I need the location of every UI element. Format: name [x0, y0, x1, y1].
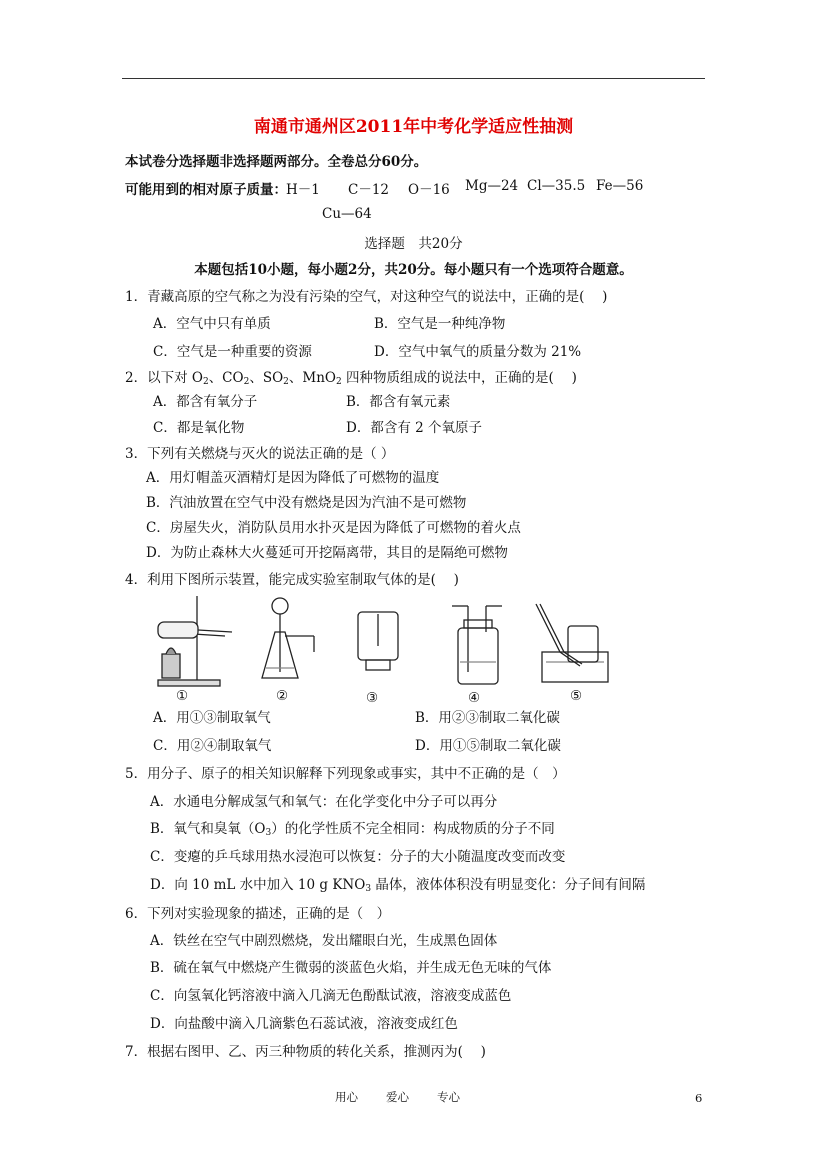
- apparatus-label-1: ①: [176, 688, 189, 704]
- q5-option-d: D．向 10 mL 水中加入 10 g $KNO_3$ 晶体，液体体积没有明显变化：分子间有间隔: [150, 877, 646, 894]
- apparatus-label-5: ⑤: [570, 688, 583, 704]
- q3-option-d: D．为防止森林大火蔓延可开挖隔离带，其目的是隔绝可燃物: [146, 545, 508, 561]
- q5-stem: 5．用分子、原子的相关知识解释下列现象或事实，其中不正确的是（ ）: [125, 766, 566, 782]
- q3-option-a: A．用灯帽盖灭酒精灯是因为降低了可燃物的温度: [146, 470, 440, 486]
- q2-option-c: C．都是氧化物: [153, 420, 245, 436]
- q6-stem: 6．下列对实验现象的描述，正确的是（ ）: [125, 906, 391, 922]
- atomic-mass-fe: Fe—56: [596, 178, 644, 194]
- q6-option-d: D．向盐酸中滴入几滴紫色石蕊试液，溶液变成红色: [150, 1016, 458, 1032]
- apparatus-label-4: ④: [468, 690, 481, 706]
- apparatus-1-heating: [158, 596, 232, 686]
- apparatus-3-gas-bottle: [358, 612, 398, 670]
- q3-option-c: C．房屋失火，消防队员用水扑灭是因为降低了可燃物的着火点: [146, 520, 521, 536]
- apparatus-5-water-trough: [536, 604, 608, 682]
- apparatus-label-2: ②: [276, 688, 289, 704]
- q5-option-a: A．水通电分解成氢气和氧气：在化学变化中分子可以再分: [150, 794, 498, 810]
- atomic-mass-c: C－12: [348, 182, 390, 198]
- q6-option-a: A．铁丝在空气中剧烈燃烧，发出耀眼白光，生成黑色固体: [150, 933, 498, 949]
- q5-option-c: C．变瘪的乒乓球用热水浸泡可以恢复：分子的大小随温度改变而改变: [150, 849, 566, 865]
- q6-option-b: B．硫在氧气中燃烧产生微弱的淡蓝色火焰，并生成无色无味的气体: [150, 960, 552, 976]
- q4-option-c: C．用②④制取氧气: [153, 738, 272, 754]
- q1-option-a: A．空气中只有单质: [153, 316, 271, 332]
- q1-stem: 1．青藏高原的空气称之为没有污染的空气，对这种空气的说法中，正确的是( ): [125, 289, 608, 305]
- q4-option-b: B．用②③制取二氧化碳: [415, 710, 560, 726]
- q6-option-c: C．向氢氧化钙溶液中滴入几滴无色酚酞试液，溶液变成蓝色: [150, 988, 512, 1004]
- q3-stem: 3．下列有关燃烧与灭火的说法正确的是（ ）: [125, 446, 395, 462]
- q2-option-b: B．都含有氧元素: [346, 394, 451, 410]
- footer-motto-3: 专心: [437, 1090, 460, 1104]
- q4-stem: 4．利用下图所示装置，能完成实验室制取气体的是( ): [125, 572, 459, 588]
- q2-stem: 2．以下对 $O_2$、$CO_2$、$SO_2$、MnO$_2$ 四种物质组成的说法中，正确的是( ): [125, 370, 577, 387]
- atomic-mass-h: H－1: [286, 182, 320, 198]
- q4-option-d: D．用①⑤制取二氧化碳: [415, 738, 561, 754]
- q5-option-b: B．氧气和臭氧$(O_3)$的化学性质不完全相同：构成物质的分子不同: [150, 821, 555, 838]
- apparatus-figure: [150, 592, 620, 707]
- atomic-mass-mg: Mg—24: [465, 178, 519, 194]
- q1-option-d: D．空气中氧气的质量分数为 21%: [374, 344, 582, 360]
- footer-motto-1: 用心: [335, 1090, 358, 1104]
- header-rule: [122, 78, 705, 79]
- q2-option-d: D．都含有 2 个氧原子: [346, 420, 482, 436]
- atomic-mass-cu: Cu—64: [322, 206, 372, 222]
- q4-option-a: A．用①③制取氧气: [153, 710, 271, 726]
- apparatus-4-wash-bottle: [452, 606, 502, 684]
- apparatus-2-flask-funnel: [262, 598, 314, 678]
- atomic-mass-cl: Cl—35.5: [527, 178, 586, 194]
- atomic-mass-o: O－16: [408, 182, 450, 198]
- q1-option-c: C．空气是一种重要的资源: [153, 344, 312, 360]
- q7-stem: 7．根据右图甲、乙、丙三种物质的转化关系，推测丙为( ): [125, 1044, 486, 1060]
- q1-option-b: B．空气是一种纯净物: [374, 316, 506, 332]
- section-note: 本题包括10小题，每小题2分，共20分。每小题只有一个选项符合题意。: [194, 262, 633, 278]
- section-title: 选择题 共20分: [364, 236, 463, 252]
- q2-option-a: A．都含有氧分子: [153, 394, 258, 410]
- intro-text: 本试卷分选择题非选择题两部分。全卷总分60分。: [125, 154, 428, 170]
- apparatus-label-3: ③: [366, 690, 379, 706]
- footer-motto-2: 爱心: [386, 1090, 409, 1104]
- page-title: 南通市通州区2011年中考化学适应性抽测: [253, 117, 574, 137]
- q3-option-b: B．汽油放置在空气中没有燃烧是因为汽油不是可燃物: [146, 495, 467, 511]
- atomic-mass-label: 可能用到的相对原子质量：: [125, 182, 287, 198]
- page-number: 6: [695, 1091, 703, 1105]
